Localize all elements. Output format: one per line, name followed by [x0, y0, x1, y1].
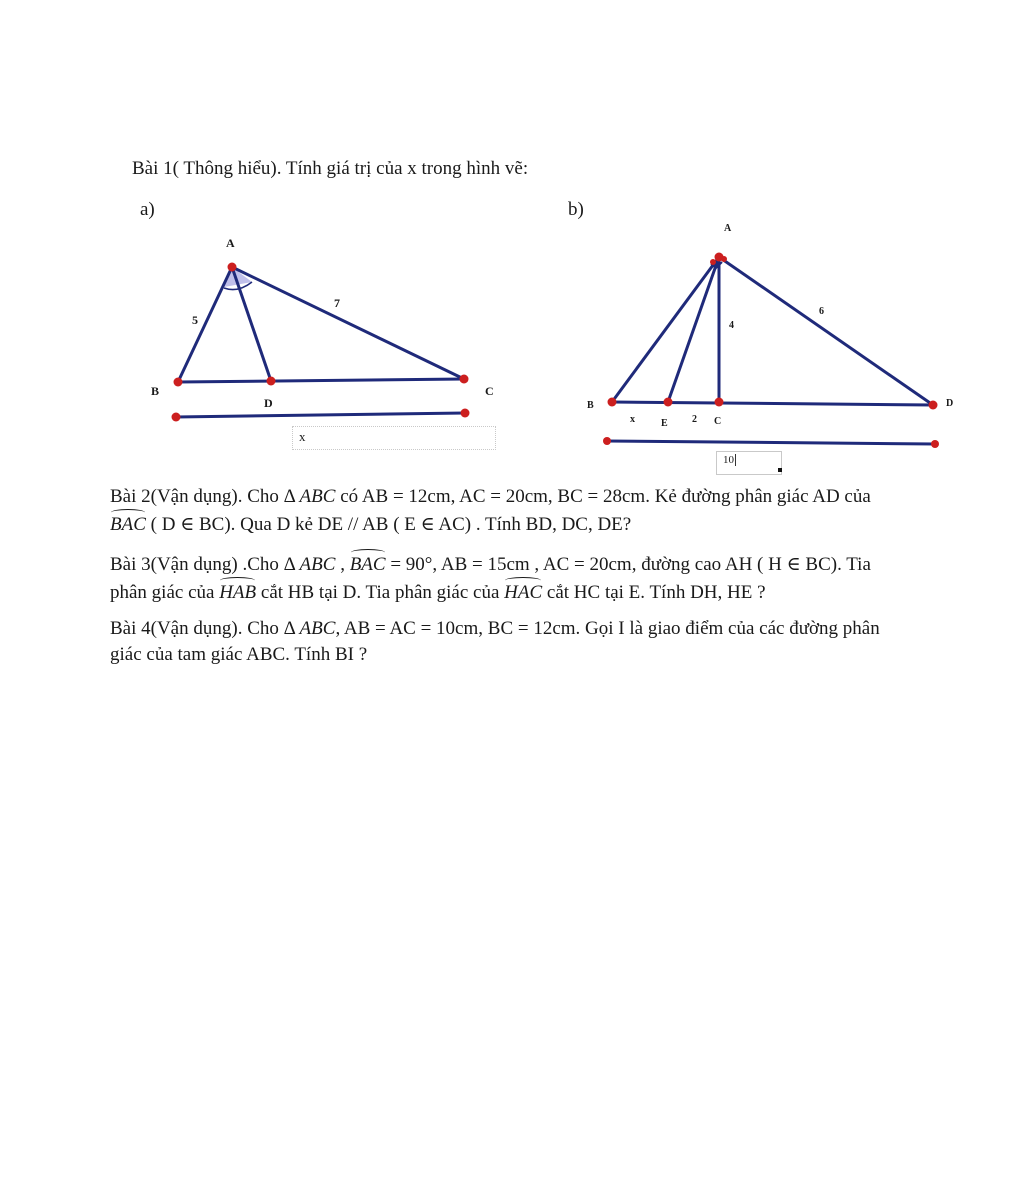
- segment-AB-a: [178, 267, 232, 382]
- point-bc-end-b: [931, 440, 939, 448]
- label-C-b: C: [714, 416, 722, 427]
- label-A-a: A: [226, 236, 235, 250]
- point-A2-b: [710, 259, 716, 265]
- angle-HAB: HAB: [219, 578, 256, 606]
- segment-BD-b: [612, 402, 933, 405]
- segment-AE-b: [668, 257, 719, 402]
- bai2-line1: Bài 2(Vận dụng). Cho Δ ABC có AB = 12cm, AC = 20cm, BC = 28cm. Kẻ đường phân giác AD của: [110, 486, 871, 507]
- figure-b: [603, 253, 939, 449]
- segment-x-a: [176, 413, 465, 417]
- point-B-a: [174, 378, 183, 387]
- bai1-title: Bài 1( Thông hiểu). Tính giá trị của x trong hình vẽ:: [132, 158, 529, 179]
- point-C-a: [460, 375, 469, 384]
- label-EC-length-b: 2: [692, 414, 697, 425]
- label-AD-length-b: 6: [819, 306, 824, 317]
- angle-HAC: HAC: [504, 578, 542, 606]
- point-bc-start-b: [603, 437, 611, 445]
- label-B-b: B: [587, 400, 594, 411]
- segment-AD-b: [719, 257, 933, 405]
- x-box-text-a: x: [299, 429, 306, 444]
- bc-input-box-b: [716, 451, 782, 475]
- point-E-b: [664, 398, 673, 407]
- bai3-line1: Bài 3(Vận dụng) .Cho Δ ABC , BAC = 90°, AB = 15cm , AC = 20cm, đường cao AH ( H ∈ BC). Tia: [110, 550, 984, 578]
- x-input-box-a: [292, 426, 496, 450]
- part-a-label: a): [140, 199, 155, 220]
- label-D-a: D: [264, 396, 273, 410]
- figure-a: [172, 263, 470, 422]
- bai4-line2: giác của tam giác ABC. Tính BI ?: [110, 644, 368, 665]
- label-AC-length-a: 7: [334, 296, 340, 310]
- label-D-b: D: [946, 398, 954, 409]
- label-C-a: C: [485, 384, 494, 398]
- point-B-b: [608, 398, 617, 407]
- angle-BAC: BAC: [110, 510, 146, 538]
- resize-handle-icon: [778, 468, 782, 472]
- bai4-paragraph: [110, 616, 984, 668]
- bai2-paragraph: [110, 484, 984, 538]
- angle-BAC-3: BAC: [350, 550, 386, 578]
- label-AC-length-b: 4: [729, 320, 734, 331]
- point-A-a: [228, 263, 237, 272]
- point-A3-b: [721, 256, 727, 262]
- segment-AB-b: [612, 257, 719, 402]
- bai3-line2: phân giác của HAB cắt HB tại D. Tia phân giác của HAC cắt HC tại E. Tính DH, HE ?: [110, 578, 984, 606]
- label-E-b: E: [661, 418, 668, 429]
- bai2-line2: BAC ( D ∈ BC). Qua D kẻ DE // AB ( E ∈ AC) . Tính BD, DC, DE?: [110, 510, 984, 538]
- part-b-label: b): [568, 199, 584, 220]
- point-D-b: [929, 401, 938, 410]
- point-D-a: [267, 377, 276, 386]
- segment-AC-a: [232, 267, 464, 379]
- bai4-line1: Bài 4(Vận dụng). Cho Δ ABC, AB = AC = 10cm, BC = 12cm. Gọi I là giao điểm của các đường phân: [110, 618, 880, 639]
- label-AB-length-a: 5: [192, 313, 198, 327]
- label-A-b: A: [724, 223, 732, 234]
- bai3-paragraph: [110, 550, 984, 606]
- bc-box-text-b: 10: [723, 454, 734, 466]
- point-x-start-a: [172, 413, 181, 422]
- label-BE-length-b: x: [630, 414, 635, 425]
- point-x-end-a: [461, 409, 470, 418]
- segment-BC-a: [178, 379, 464, 382]
- point-C-b: [715, 398, 724, 407]
- segment-bc-b: [607, 441, 935, 444]
- label-B-a: B: [151, 384, 160, 398]
